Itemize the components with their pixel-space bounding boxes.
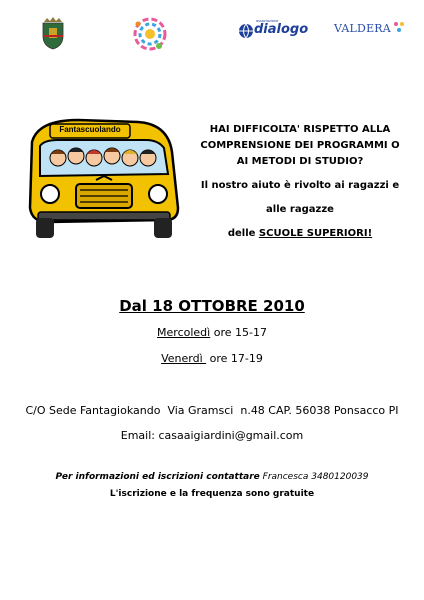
dialogo-subtitle: associazione — [256, 19, 279, 23]
dots-icon — [392, 20, 406, 34]
intro-line-2: COMPRENSIONE DEI PROGRAMMI O — [200, 140, 400, 151]
dialogo-logo — [238, 19, 309, 42]
globe-icon — [238, 23, 254, 39]
schedule-day: Venerdì — [161, 352, 207, 365]
intro-line-4: Il nostro aiuto è rivolto ai ragazzi e — [200, 180, 400, 191]
school-bus-icon — [18, 112, 188, 244]
free-note: L'iscrizione e la frequenza sono gratuite — [109, 489, 315, 499]
info-contact: Francesca 3480120039 — [259, 472, 369, 482]
info-label: Per informazioni ed iscrizioni contattare — [55, 472, 260, 482]
schedule-day: Mercoledì — [157, 326, 211, 339]
colorful-circle-logo-icon — [130, 14, 170, 54]
dialogo-wordmark: dialogo — [254, 22, 309, 37]
schedule-hours: ore 17-19 — [206, 352, 263, 365]
valdera-wordmark: VALDERA — [334, 22, 391, 35]
intro-line-5: alle ragazze — [266, 204, 334, 215]
intro-line-1: HAI DIFFICOLTA' RISPETTO ALLA — [209, 124, 391, 135]
municipal-crest-icon — [40, 16, 66, 50]
email-line: Email: casaaigiardini@gmail.com — [120, 429, 304, 442]
valdera-logo — [334, 20, 406, 40]
info-line — [0, 472, 424, 482]
schedule-hours: ore 15-17 — [210, 326, 267, 339]
intro-line-3: AI METODI DI STUDIO? — [236, 156, 364, 167]
intro-text — [188, 122, 412, 242]
bus-sign-label: Fantascuolando — [59, 125, 121, 134]
intro-line-6-prefix: delle — [227, 228, 259, 239]
address: C/O Sede Fantagiokando Via Gramsci n.48 CAP. 56038 Ponsacco PI — [25, 404, 399, 417]
date-heading: Dal 18 OTTOBRE 2010 — [119, 297, 305, 315]
schedule-row — [0, 352, 424, 365]
intro-line-6-emphasis: SCUOLE SUPERIORI! — [258, 228, 373, 239]
schedule-row — [0, 326, 424, 339]
